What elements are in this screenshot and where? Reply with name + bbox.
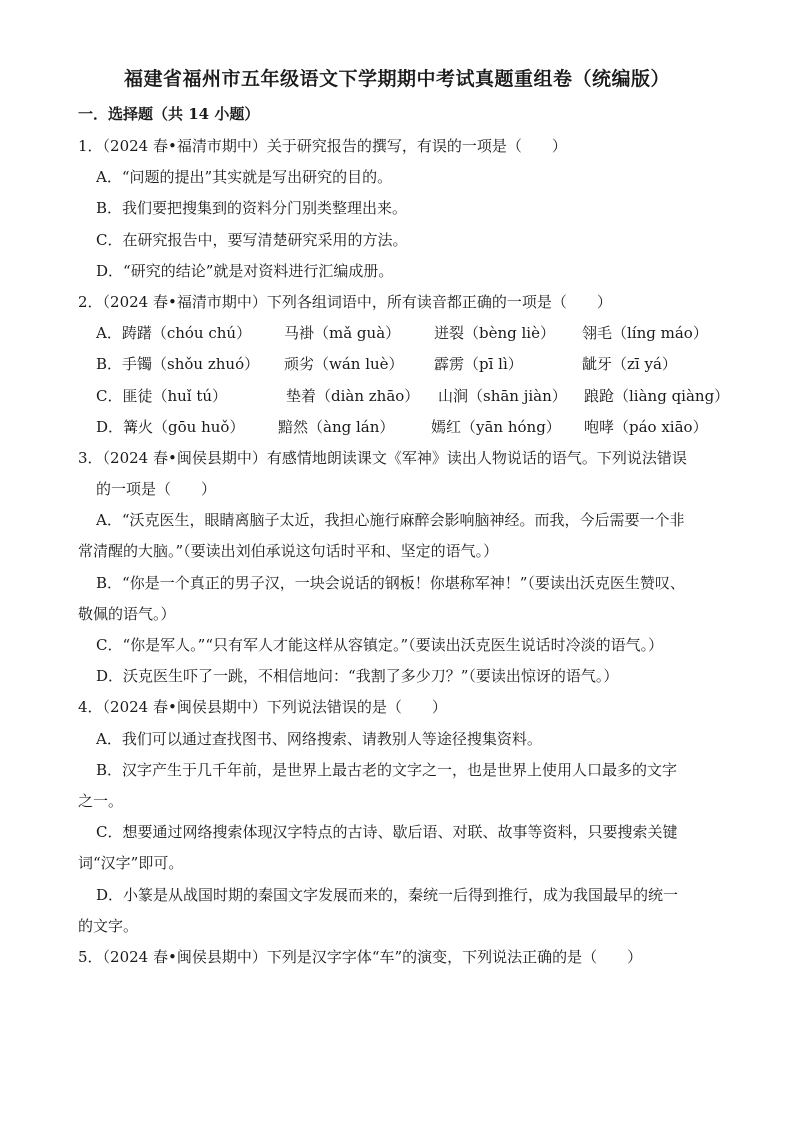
question-3-option-a-cont: 常清醒的大脑。”（要读出刘伯承说这句话时平和、坚定的语气。） [78,542,499,560]
option-b-word-4: 龇牙（zī yá） [582,355,677,373]
question-4-stem: 4．（2024 春•闽侯县期中）下列说法错误的是（ ） [78,698,447,716]
question-4-option-c: C．想要通过网络搜索体现汉字特点的古诗、歇后语、对联、故事等资料，只要搜索关键 [96,823,678,841]
page-title: 福建省福州市五年级语文下学期期中考试真题重组卷（统编版） [123,68,670,90]
question-3-option-a: A．“沃克医生，眼睛离脑子太近，我担心施行麻醉会影响脑神经。而我，今后需要一个非 [96,511,685,529]
option-d-word-2: 黯然（àng lán） [278,418,395,436]
question-1-stem: 1．（2024 春•福清市期中）关于研究报告的撰写，有误的一项是（ ） [78,137,567,155]
question-1-option-d: D．“研究的结论”就是对资料进行汇编成册。 [96,262,394,280]
question-4-option-d: D．小篆是从战国时期的秦国文字发展而来的，秦统一后得到推行，成为我国最早的统一 [96,886,679,904]
question-2-stem: 2．（2024 春•福清市期中）下列各组词语中，所有读音都正确的一项是（ ） [78,293,612,311]
question-4-option-b-cont: 之一。 [78,792,124,810]
option-a-word-4: 翎毛（línɡ máo） [582,324,708,342]
option-c-word-3: 山涧（shān jiàn） [438,387,567,405]
question-2-option-row-d [96,417,736,437]
question-1-option-c: C．在研究报告中，要写清楚研究采用的方法。 [96,231,408,249]
question-3-option-d: D．沃克医生吓了一跳，不相信地问：“我割了多少刀？”（要读出惊讶的语气。） [96,667,619,685]
option-d-word-4: 咆哮（páo xiāo） [584,418,708,436]
option-d-word-3: 嫣红（yān hóng） [431,418,561,436]
question-3-stem: 3．（2024 春•闽侯县期中）有感情地朗读课文《军神》读出人物说话的语气。下列说法错误 [78,449,687,467]
question-5-stem: 5．（2024 春•闽侯县期中）下列是汉字字体“车”的演变，下列说法正确的是（ ） [78,948,643,966]
question-3-option-c: C．“你是军人。”“只有军人才能这样从容镇定。”（要读出沃克医生说话时冷淡的语气。） [96,636,664,654]
question-4-option-c-cont: 词“汉字”即可。 [78,854,184,872]
question-3-option-b: B．“你是一个真正的男子汉，一块会说话的钢板！你堪称军神！”（要读出沃克医生赞叹、 [96,574,685,592]
option-b-word-2: 顽劣（wán luè） [284,355,404,373]
option-d-word-1: D．篝火（gōu huǒ） [96,418,245,436]
option-c-word-2: 垫着（diàn zhāo） [286,387,420,405]
question-2-option-row-c [96,386,736,406]
option-a-word-1: A．踌躇（chóu chú） [96,324,252,342]
question-3-option-b-cont: 敬佩的语气。） [78,605,176,623]
question-1-option-a: A．“问题的提出”其实就是写出研究的目的。 [96,168,393,186]
option-a-word-3: 迸裂（bèng liè） [434,324,555,342]
option-c-word-1: C．匪徒（huǐ tú） [96,387,228,405]
question-4-option-a: A．我们可以通过查找图书、网络搜索、请教别人等途径搜集资料。 [96,730,542,748]
question-3-stem-cont: 的一项是（ ） [96,480,217,498]
option-b-word-3: 霹雳（pī lì） [434,355,523,373]
question-4-option-d-cont: 的文字。 [78,917,139,935]
section-heading: 一．选择题（共 14 小题） [78,105,260,123]
question-2-option-row-b [96,354,736,374]
option-c-word-4: 踉跄（liàng qiàng） [584,387,730,405]
question-4-option-b: B．汉字产生于几千年前，是世界上最古老的文字之一，也是世界上使用人口最多的文字 [96,761,678,779]
option-b-word-1: B．手镯（shǒu zhuó） [96,355,260,373]
question-2-option-row-a [96,323,736,343]
option-a-word-2: 马褂（mǎ guà） [284,324,401,342]
question-1-option-b: B．我们要把搜集到的资料分门别类整理出来。 [96,199,408,217]
